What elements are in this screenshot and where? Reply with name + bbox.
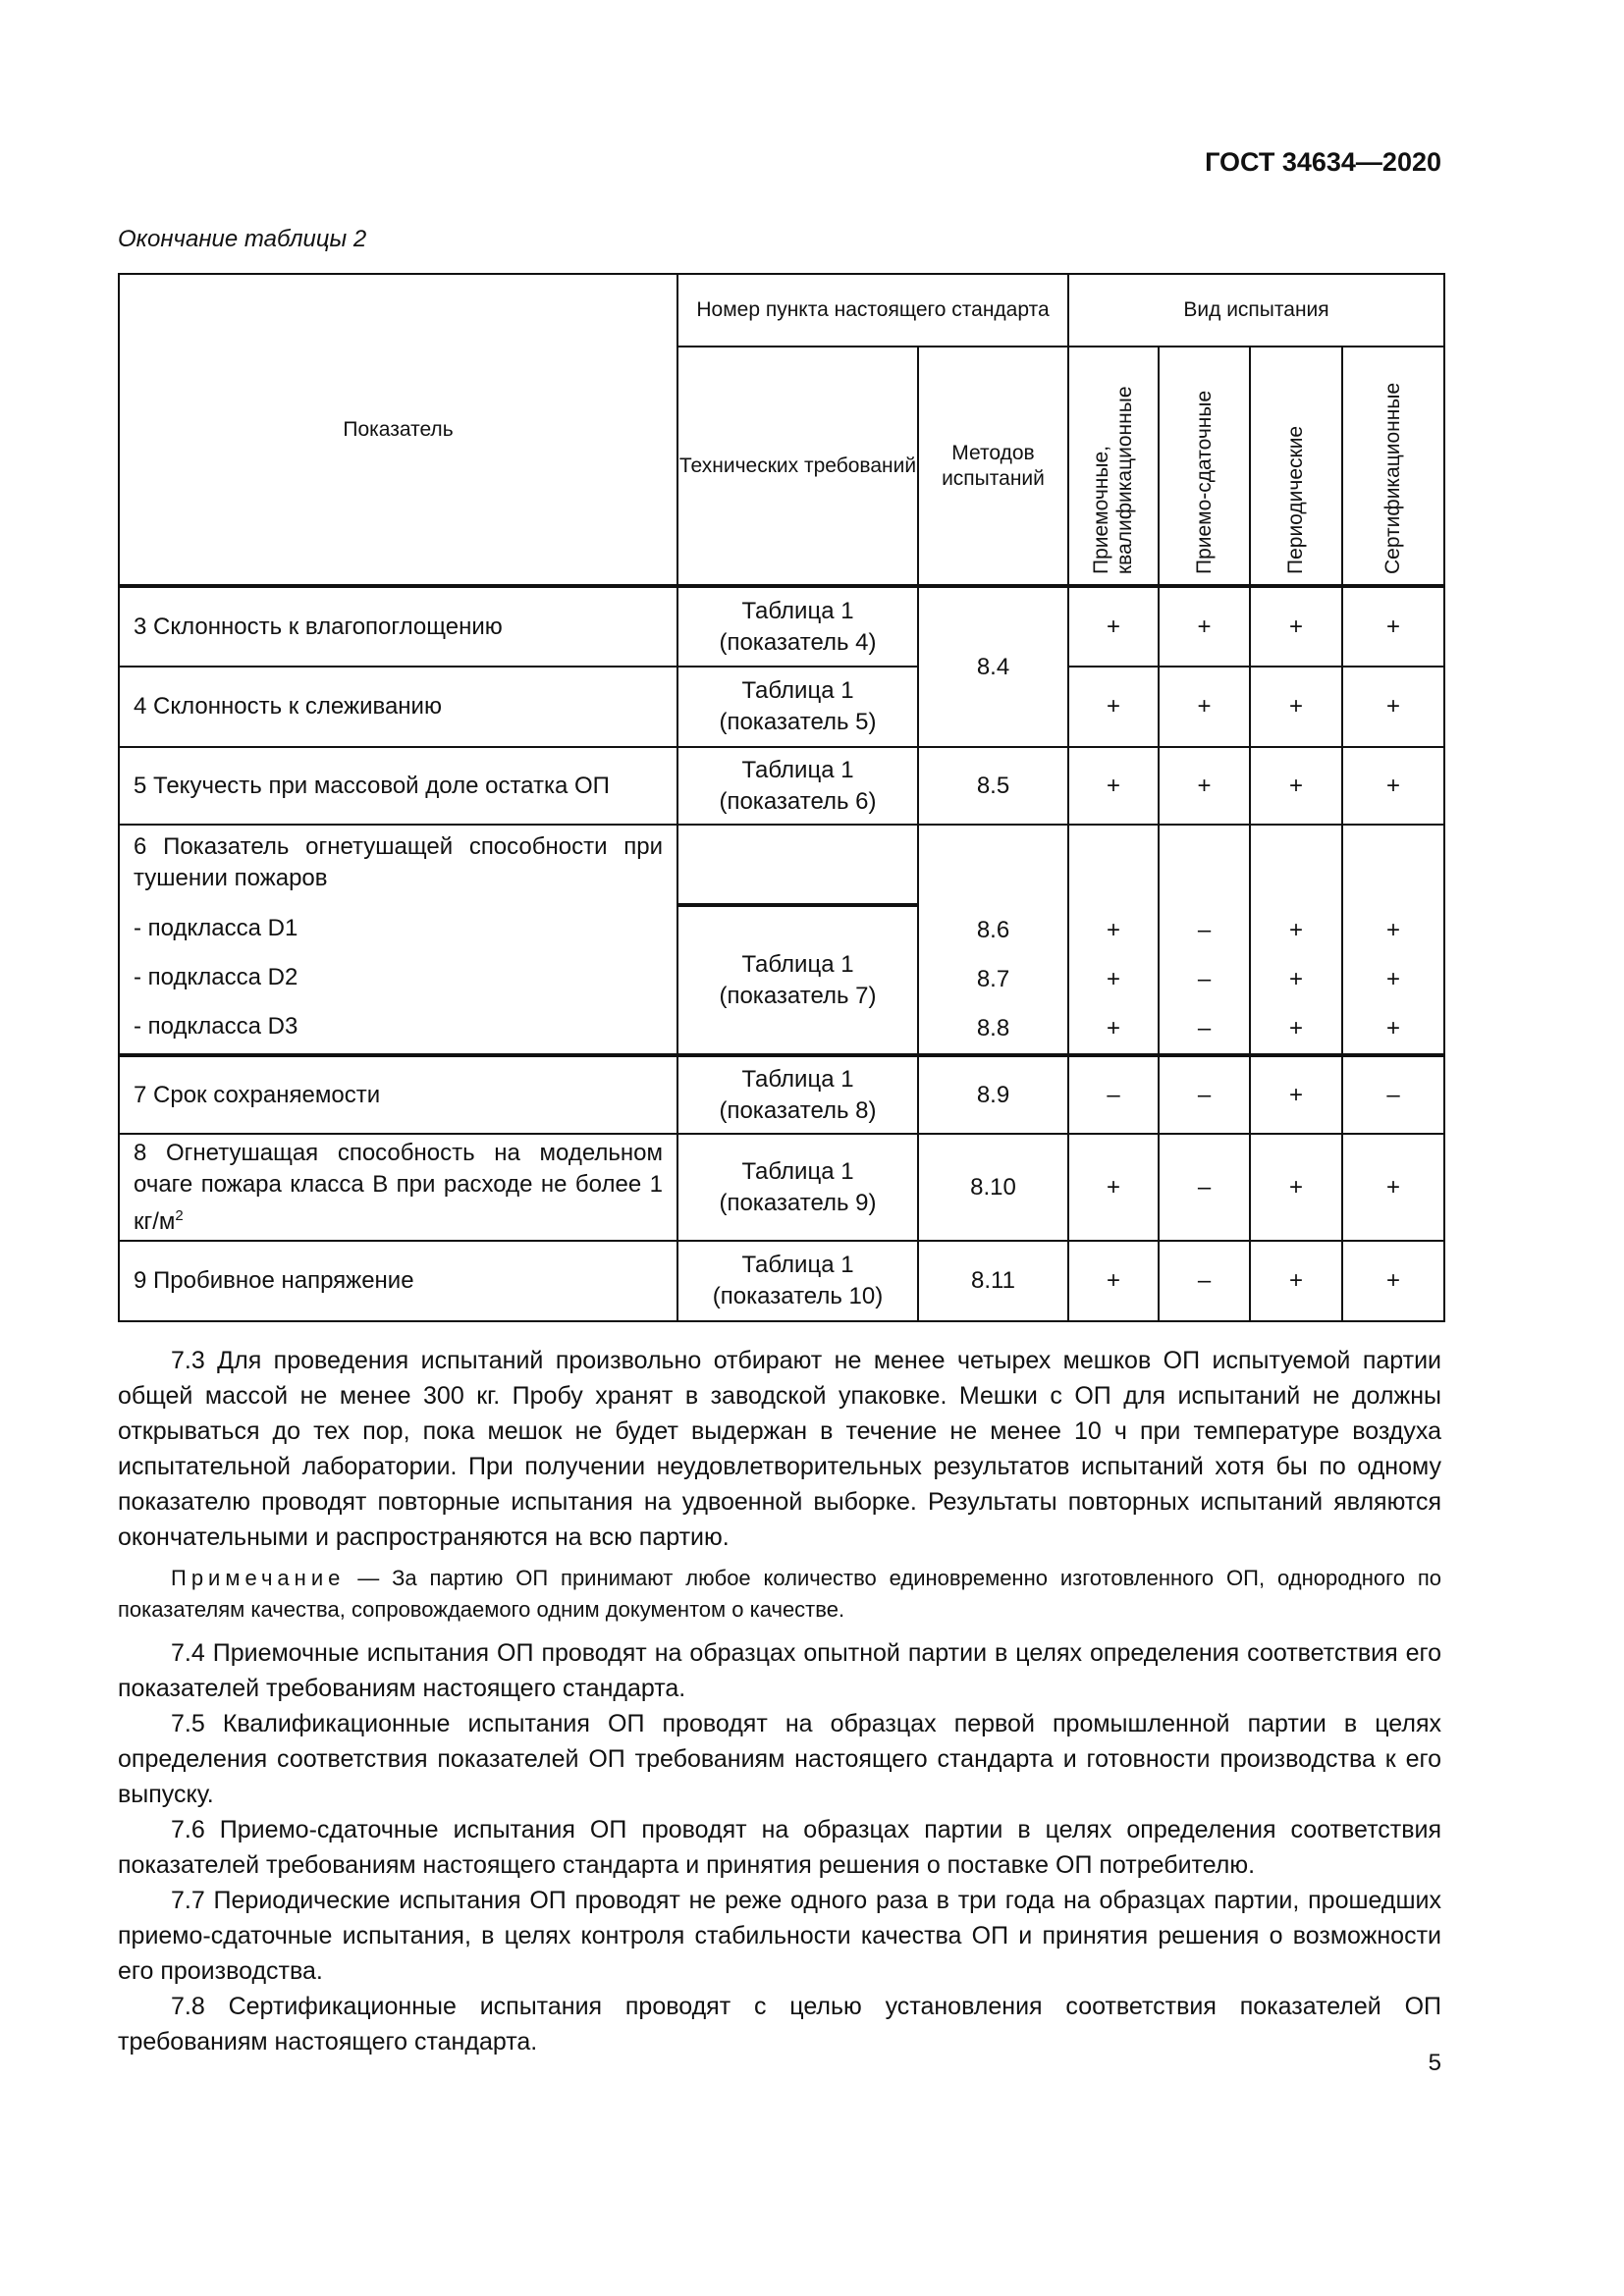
note bbox=[118, 1563, 1441, 1626]
req-cell: Таблица 1 (показатель 9) bbox=[677, 1134, 918, 1241]
mark-cell: + bbox=[1068, 1241, 1159, 1321]
mark-cell: + bbox=[1342, 1241, 1444, 1321]
method-cell: 8.10 bbox=[918, 1134, 1068, 1241]
mark-cell: + bbox=[1068, 667, 1159, 747]
indicator-cell: 5 Текучесть при массовой доле остатка ОП bbox=[119, 747, 677, 825]
subitem-d2: - подкласса D2 bbox=[134, 964, 298, 990]
header-test-group: Вид испытания bbox=[1068, 274, 1444, 347]
indicator-cell: 8 Огнетушащая способность на модельном очаге пожара класса В при расходе не более 1 $кг/м^2$ bbox=[119, 1134, 677, 1241]
mark-cell: + + + bbox=[1068, 825, 1159, 1055]
subitem-d3: - подкласса D3 bbox=[134, 1013, 298, 1040]
paragraph-7-6: 7.6 Приемо-сдаточные испытания ОП проводят на образцах партии в целях определения соответствия показателей требованиям настоящего стандарта и принятия решения о поставке ОП потребителю. bbox=[118, 1816, 1441, 1879]
mark-cell: + bbox=[1250, 1241, 1342, 1321]
mark-cell: + + + bbox=[1342, 825, 1444, 1055]
header-test-periodic: Периодические bbox=[1250, 347, 1342, 586]
mark-cell: + bbox=[1342, 667, 1444, 747]
table-row bbox=[119, 667, 1444, 747]
mark-cell: – bbox=[1159, 1241, 1250, 1321]
indicator-cell bbox=[119, 825, 677, 1055]
req-cell: Таблица 1 (показатель 7) bbox=[677, 905, 918, 1055]
method-cell: 8.4 bbox=[918, 586, 1068, 747]
note-label: Примечание bbox=[171, 1566, 346, 1590]
mark-cell: – bbox=[1068, 1055, 1159, 1134]
mark-cell: + bbox=[1159, 667, 1250, 747]
mark-cell: + bbox=[1068, 586, 1159, 667]
req-cell: Таблица 1 (показатель 8) bbox=[677, 1055, 918, 1134]
indicator-cell: 9 Пробивное напряжение bbox=[119, 1241, 677, 1321]
paragraph-7-8: 7.8 Сертификационные испытания проводят с целью установления соответствия показателей ОП требованиям настоящего стандарта. bbox=[118, 1993, 1441, 2056]
mark-cell: + bbox=[1159, 747, 1250, 825]
mark-cell: – bbox=[1159, 1055, 1250, 1134]
mark-cell: + bbox=[1068, 747, 1159, 825]
method-cell: 8.9 bbox=[918, 1055, 1068, 1134]
header-clause-group: Номер пункта настоящего стандарта bbox=[677, 274, 1068, 347]
table-caption: Окончание таблицы 2 bbox=[118, 226, 367, 252]
mark-cell: – bbox=[1159, 1134, 1250, 1241]
req-cell: Таблица 1 (показатель 10) bbox=[677, 1241, 918, 1321]
req-cell: Таблица 1 (показатель 4) bbox=[677, 586, 918, 667]
header-indicator: Показатель bbox=[119, 274, 677, 586]
document-id: ГОСТ 34634—2020 bbox=[1205, 147, 1441, 177]
header-test-acceptance: Приемочные, квалификационные bbox=[1068, 347, 1159, 586]
indicator-cell: 7 Срок сохраняемости bbox=[119, 1055, 677, 1134]
paragraph-7-3: 7.3 Для проведения испытаний произвольно отбирают не менее четырех мешков ОП испытуемой партии общей массой не менее 300 кг. Пробу хранят в заводской упаковке. Мешки с ОП для испытаний не должны открываться до тех пор, пока мешок не будет выдержан в течение не менее 10 ч при температуре воздуха испытательной лаборатории. При получении неудовлетворительных результатов испытаний хотя бы по одному показателю проводят повторные испытания на удвоенной выборке. Результаты повторных испытаний являются окончательными и распространяются на всю партию. bbox=[118, 1347, 1441, 1551]
mark-cell: + bbox=[1250, 1055, 1342, 1134]
mark-cell: + bbox=[1342, 747, 1444, 825]
table-row bbox=[119, 825, 1444, 905]
table-row bbox=[119, 1241, 1444, 1321]
header-tech-req: Технических требований bbox=[677, 347, 918, 586]
mark-cell: + bbox=[1250, 586, 1342, 667]
req-cell-empty bbox=[677, 825, 918, 905]
mark-cell: + bbox=[1250, 747, 1342, 825]
method-cell: 8.5 bbox=[918, 747, 1068, 825]
mark-cell: + bbox=[1250, 667, 1342, 747]
header-test-delivery: Приемо-сдаточные bbox=[1159, 347, 1250, 586]
header-test-certification: Сертификационные bbox=[1342, 347, 1444, 586]
paragraph-7-5: 7.5 Квалификационные испытания ОП проводят на образцах первой промышленной партии в целях определения соответствия показателей ОП требованиям настоящего стандарта и готовности производства к его выпуску. bbox=[118, 1710, 1441, 1808]
note-text: — За партию ОП принимают любое количество единовременно изготовленного ОП, однородного по показателям качества, сопровождаемого одним документом о качестве. bbox=[118, 1566, 1441, 1622]
table-row bbox=[119, 1055, 1444, 1134]
paragraph-7-7: 7.7 Периодические испытания ОП проводят не реже одного раза в три года на образцах партии, прошедших приемо-сдаточные испытания, в целях контроля стабильности качества ОП и принятия решения о возможности его производства. bbox=[118, 1887, 1441, 1985]
method-cell: 8.6 8.7 8.8 bbox=[918, 825, 1068, 1055]
indicator-title: 6 Показатель огнетушащей способности при тушении пожаров bbox=[134, 833, 663, 891]
paragraph-7-4: 7.4 Приемочные испытания ОП проводят на образцах опытной партии в целях определения соответствия его показателей требованиям настоящего стандарта. bbox=[118, 1639, 1441, 1702]
mark-cell: + bbox=[1068, 1134, 1159, 1241]
indicator-cell: 3 Склонность к влагопоглощению bbox=[119, 586, 677, 667]
tests-table bbox=[118, 273, 1445, 1322]
mark-cell: + bbox=[1250, 1134, 1342, 1241]
table-row bbox=[119, 586, 1444, 667]
mark-cell: – – – bbox=[1159, 825, 1250, 1055]
mark-cell: + bbox=[1159, 586, 1250, 667]
body-text bbox=[118, 1343, 1441, 2059]
table-row bbox=[119, 747, 1444, 825]
mark-cell: + + + bbox=[1250, 825, 1342, 1055]
page-number: 5 bbox=[1428, 2050, 1441, 2076]
mark-cell: – bbox=[1342, 1055, 1444, 1134]
table-row bbox=[119, 1134, 1444, 1241]
req-cell: Таблица 1 (показатель 5) bbox=[677, 667, 918, 747]
req-cell: Таблица 1 (показатель 6) bbox=[677, 747, 918, 825]
mark-cell: + bbox=[1342, 1134, 1444, 1241]
indicator-cell: 4 Склонность к слеживанию bbox=[119, 667, 677, 747]
subitem-d1: - подкласса D1 bbox=[134, 915, 298, 941]
mark-cell: + bbox=[1342, 586, 1444, 667]
header-methods: Методов испытаний bbox=[918, 347, 1068, 586]
method-cell: 8.11 bbox=[918, 1241, 1068, 1321]
